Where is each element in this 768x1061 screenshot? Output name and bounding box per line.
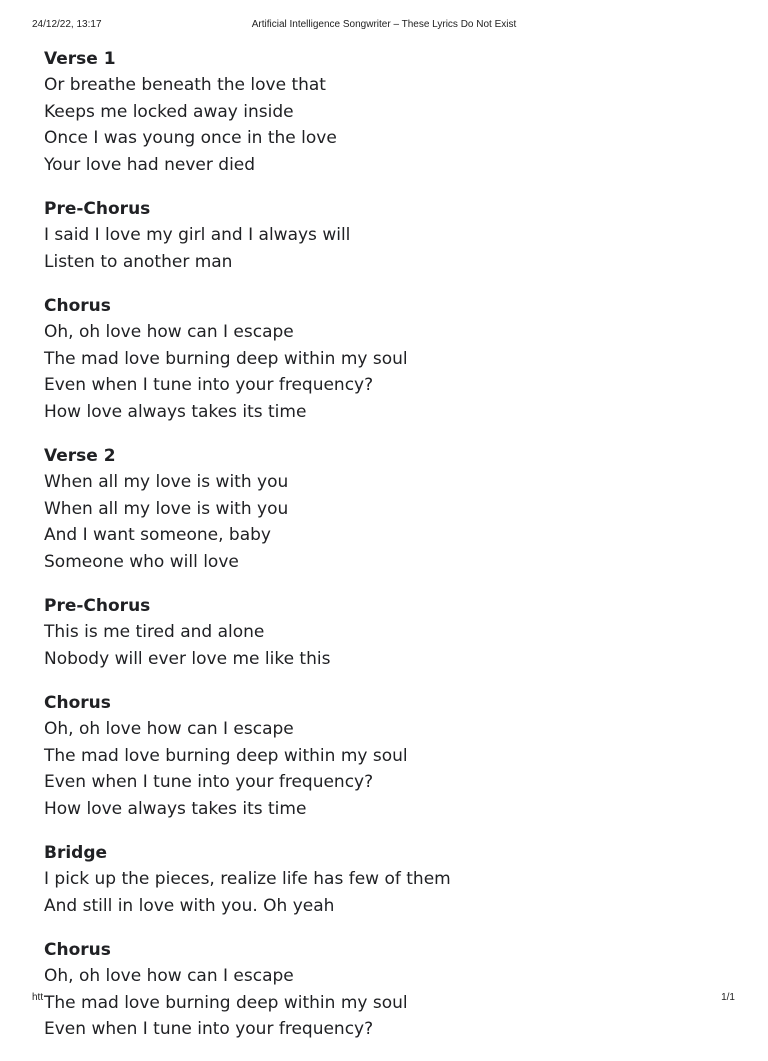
lyric-line: The mad love burning deep within my soul xyxy=(44,992,408,1013)
lyric-line: Oh, oh love how can I escape xyxy=(44,322,294,342)
lyric-line: When all my love is with you xyxy=(44,472,289,492)
lyric-line: Someone who will love xyxy=(44,551,239,572)
lyric-line: Nobody will ever love me like this xyxy=(44,648,331,669)
print-page-title: Artificial Intelligence Songwriter – These Lyrics Do Not Exist xyxy=(251,19,517,30)
lyric-line: And still in love with you. Oh yeah xyxy=(44,895,335,916)
lyric-line: The mad love burning deep within my soul xyxy=(44,745,408,766)
print-datetime: 24/12/22, 13:17 xyxy=(32,19,102,30)
lyric-line: Keeps me locked away inside xyxy=(44,101,294,122)
lyric-line: Even when I tune into your frequency? xyxy=(44,375,374,395)
section-heading: Chorus xyxy=(44,940,111,960)
section-heading: Chorus xyxy=(44,693,111,713)
lyric-line: When all my love is with you xyxy=(44,498,289,519)
section-heading: Chorus xyxy=(44,296,111,316)
section-heading: Pre-Chorus xyxy=(44,596,151,616)
section-heading: Verse 1 xyxy=(44,49,116,69)
lyric-section xyxy=(44,443,724,575)
lyric-section xyxy=(44,46,724,178)
lyric-line: This is me tired and alone xyxy=(44,622,265,642)
lyric-line: Even when I tune into your frequency? xyxy=(44,772,374,792)
lyric-line: Listen to another man xyxy=(44,251,233,272)
lyrics-body xyxy=(44,46,724,1061)
lyric-line: Once I was young once in the love xyxy=(44,128,337,148)
lyric-line: Your love had never died xyxy=(44,154,256,175)
lyric-section xyxy=(44,196,724,275)
lyric-section xyxy=(44,690,724,822)
lyric-section xyxy=(44,593,724,672)
lyric-line: And I want someone, baby xyxy=(44,525,271,545)
lyric-line: Or breathe beneath the love that xyxy=(44,75,326,95)
print-page-number: 1/1 xyxy=(721,992,735,1003)
lyric-line: Oh, oh love how can I escape xyxy=(44,966,294,986)
lyric-line: How love always takes its time xyxy=(44,401,307,422)
lyric-line: Even when I tune into your frequency? xyxy=(44,1019,374,1039)
lyric-section xyxy=(44,937,724,1043)
lyric-section xyxy=(44,840,724,919)
lyric-section xyxy=(44,293,724,425)
lyric-line: I pick up the pieces, realize life has few of them xyxy=(44,869,451,889)
section-heading: Verse 2 xyxy=(44,446,116,466)
section-heading: Bridge xyxy=(44,843,108,863)
lyric-line: How love always takes its time xyxy=(44,798,307,819)
section-heading: Pre-Chorus xyxy=(44,199,151,219)
lyric-line: I said I love my girl and I always will xyxy=(44,225,351,245)
print-header xyxy=(0,0,768,40)
print-url: htt xyxy=(32,992,44,1003)
lyric-line: Oh, oh love how can I escape xyxy=(44,719,294,739)
lyric-line: The mad love burning deep within my soul xyxy=(44,348,408,369)
